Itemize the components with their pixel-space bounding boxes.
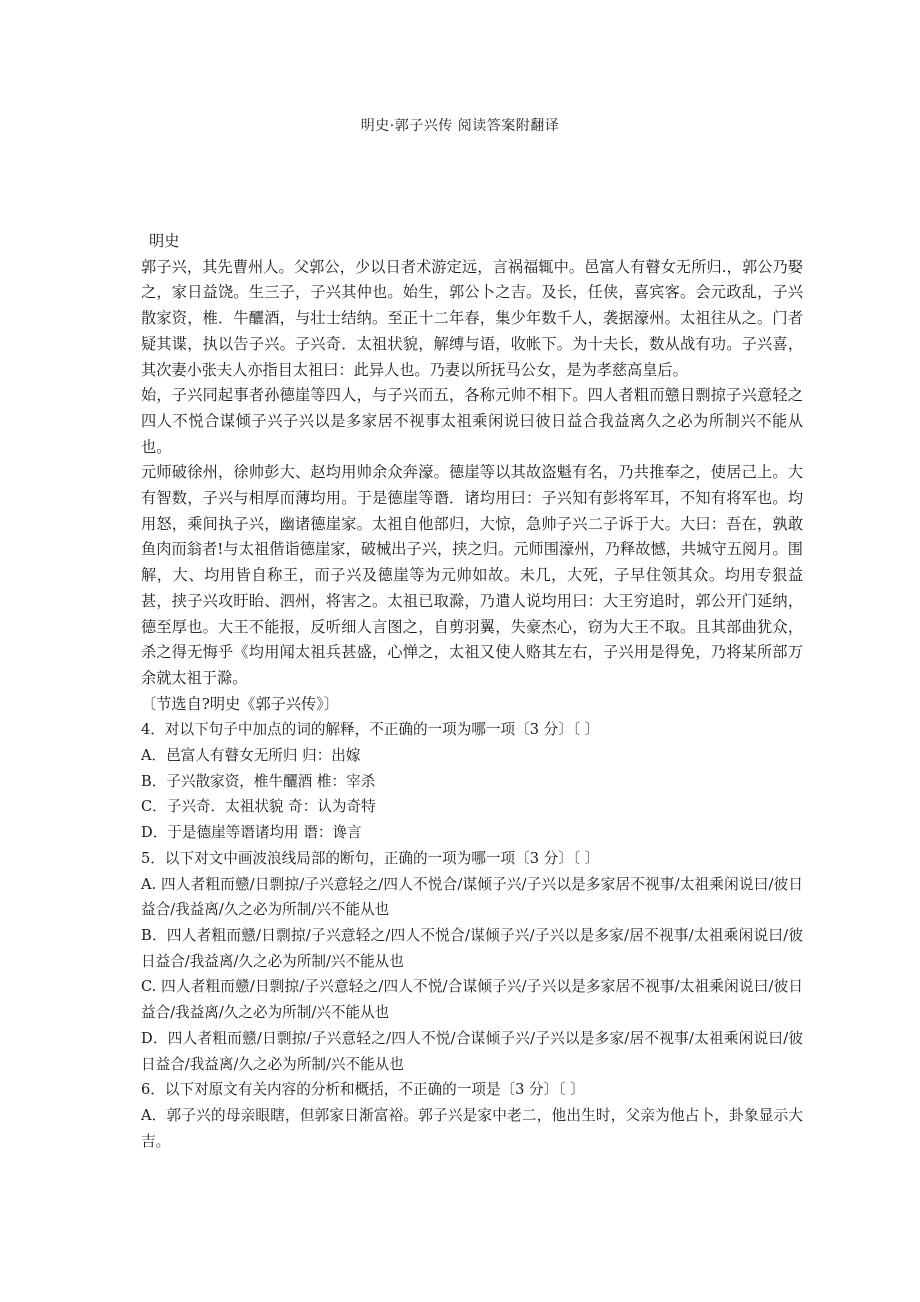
question-5-option-d: D．四人者粗而戆/日剽掠/子兴意轻之/四人不悦/合谋倾子兴/子兴以是多家/居不视事/太祖乘闲说曰/彼日益合/我益离/久之必为所制/兴不能从也 [141,1029,803,1073]
question-5-option-a: A. 四人者粗而戆/日剽掠/子兴意轻之/四人不悦合/谋倾子兴/子兴以是多家居不视事/太祖乘闲说曰/彼日益合/我益离/久之必为所制/兴不能从也 [141,875,803,919]
question-5-stem: 5．以下对文中画波浪线局部的断句，正确的一项为哪一项〔3 分〕〔 〕 [141,849,600,867]
passage-paragraph-2: 始，子兴同起事者孙德崖等四人，与子兴而五，各称元帅不相下。四人者粗而戆日剽掠子兴意轻之四人不悦合谋倾子兴子兴以是多家居不视事太祖乘闲说曰彼日益合我益离久之必为所制兴不能从也。 [141,386,803,456]
question-4-option-b: B．子兴散家资，椎牛釃酒 椎：宰杀 [141,772,376,790]
question-4-option-c: C．子兴奇．太祖状貌 奇：认为奇特 [141,798,376,816]
source-label: 明史 [149,232,180,250]
citation: 〔节选自?明史《郭子兴传》〕 [141,694,339,713]
question-4-stem: 4．对以下句子中加点的词的解释，不正确的一项为哪一项〔3 分〕〔 〕 [141,721,600,739]
passage-paragraph-3: 元师破徐州，徐帅彭大、赵均用帅余众奔濠。德崖等以其故盗魁有名，乃共推奉之，使居己上。大有智数，子兴与相厚而薄均用。于是德崖等谮．诸均用曰：子兴知有彭将军耳，不知有将军也。均用怒，乘间执子兴，幽诸德崖家。太祖自他部归，大惊，急帅子兴二子诉于大。大曰：吾在，孰敢鱼肉而翁者!与太祖偕诣德崖家，破械出子兴，挟之归。元师围濠州，乃释故憾，共城守五阅月。围解，大、均用皆自称王，而子兴及德崖等为元帅如故。未几，大死，子早住领其众。均用专狠益甚，挟子兴攻盱眙、泗州，将害之。太祖已取滁，乃遣人说均用曰：大王穷追时，郭公开门延纳，德至厚也。大王不能报，反听细人言图之，自剪羽翼，失豪杰心，窃为大王不取。且其部曲犹众，杀之得无悔乎《均用闻太祖兵甚盛，心惮之，太祖又使人赂其左右，子兴用是得免，乃将某所部万余就太祖于滁。 [141,463,803,687]
passage-paragraph-1: 郭子兴，其先曹州人。父郭公，少以日者术游定远，言祸福辄中。邑富人有瞽女无所归.，郭公乃娶之，家日益饶。生三子，子兴其仲也。始生，郭公卜之吉。及长，任侠，喜宾客。会元政乱，子兴散家资，椎．牛釃酒，与壮士结纳。至正十二年春，集少年数千人，袭据濠州。太祖往从之。门者疑其谍，执以告子兴。子兴奇．太祖状貌，解缚与语，收帐下。为十夫长，数从战有功。子兴喜，其次妻小张夫人亦指目太祖曰：此异人也。乃妻以所抚马公女，是为孝慈高皇后。 [141,257,803,379]
document-body [141,229,803,1154]
question-5-option-c: C. 四人者粗而戆/日剽掠/子兴意轻之/四人不悦/合谋倾子兴/子兴以是多家居不视事/太祖乘闲说曰/彼日益合/我益离/久之必为所制/兴不能从也 [141,978,803,1022]
question-6-option-a: A．郭子兴的母亲眼瞎，但郭家日渐富裕。郭子兴是家中老二，他出生时，父亲为他占卜，卦象显示大吉。 [141,1106,803,1150]
document-title: 明史·郭子兴传 阅读答案附翻译 [360,118,560,134]
question-4-option-a: A．邑富人有瞽女无所归 归：出嫁 [141,747,361,765]
question-5-option-b: B．四人者粗而戆/日剽掠/子兴意轻之/四人不悦合/谋倾子兴/子兴以是多家/居不视事/太祖乘闲说曰/彼日益合/我益离/久之必为所制/兴不能从也 [141,926,803,970]
question-4-option-d: D．于是德崖等谮诸均用 谮：谗言 [141,824,362,842]
question-6-stem: 6．以下对原文有关内容的分析和概括，不正确的一项是〔3 分〕〔 〕 [141,1081,585,1099]
